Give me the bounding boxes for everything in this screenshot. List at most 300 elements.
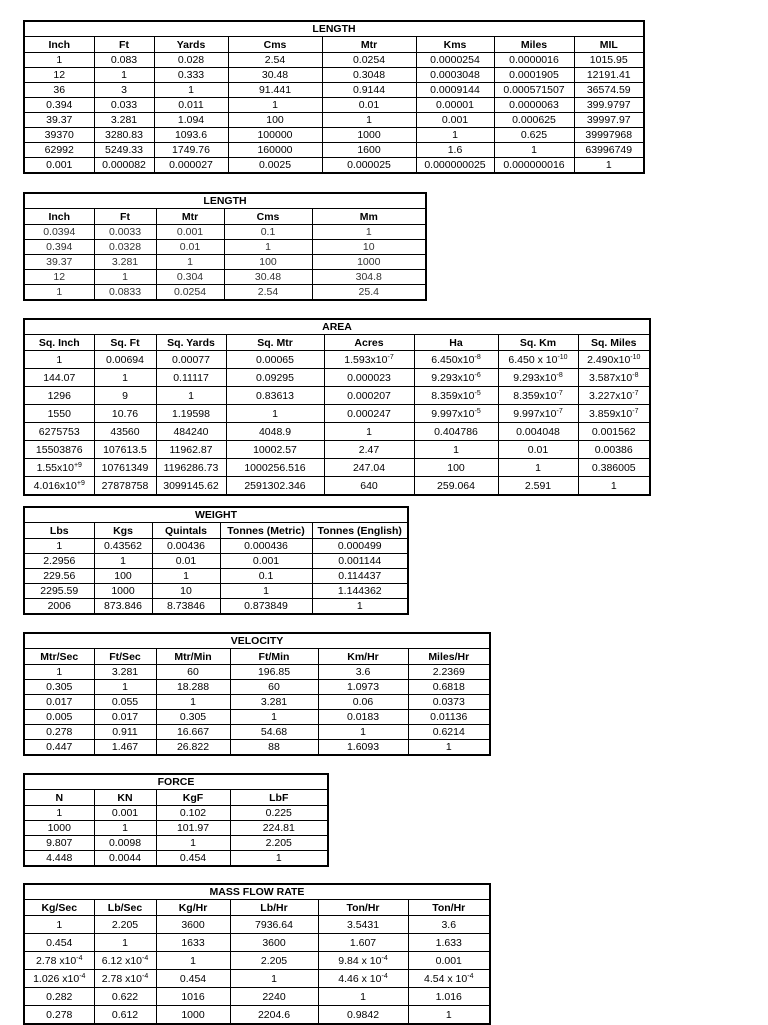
table-row xyxy=(24,68,644,83)
table-cell: 0.305 xyxy=(156,710,230,725)
table-cell: 60 xyxy=(156,665,230,680)
cell-value: 0.000207 xyxy=(347,389,391,402)
table-cell xyxy=(230,1006,318,1025)
table-cell xyxy=(324,477,414,496)
cell-value: 1 xyxy=(610,479,617,492)
table-row xyxy=(24,477,650,496)
table-cell: 0.394 xyxy=(24,98,94,113)
column-header-cms: Cms xyxy=(228,37,322,53)
cell-value: 1016 xyxy=(181,990,205,1003)
table-cell xyxy=(230,970,318,988)
table-cell xyxy=(578,405,650,423)
table-cell: 1 xyxy=(408,740,490,756)
table-cell: 0.0009144 xyxy=(416,83,494,98)
table-cell xyxy=(408,952,490,970)
table-row xyxy=(24,554,408,569)
cell-exponent: -10 xyxy=(557,353,568,361)
table-row xyxy=(24,710,490,725)
table-title: AREA xyxy=(24,319,650,335)
table-cell xyxy=(94,477,156,496)
cell-value: 1.633 xyxy=(435,936,462,949)
table-cell: 30.48 xyxy=(224,270,312,285)
cell-value: 9.293x10 xyxy=(431,371,475,384)
table-row xyxy=(24,569,408,584)
cell-value: 0.000023 xyxy=(347,371,391,384)
table-cell xyxy=(408,934,490,952)
table-cell xyxy=(226,387,324,405)
table-row xyxy=(24,725,490,740)
table-cell: 0.000625 xyxy=(494,113,574,128)
cell-value: 259.064 xyxy=(437,479,475,492)
cell-value: 1.016 xyxy=(435,990,462,1003)
table-cell: 2.2369 xyxy=(408,665,490,680)
cell-value: 3099145.62 xyxy=(163,479,219,492)
table-row xyxy=(24,584,408,599)
column-header-mtr-min: Mtr/Min xyxy=(156,649,230,665)
table-cell: 1.6 xyxy=(416,143,494,158)
table-cell: 3.281 xyxy=(94,255,156,270)
table-cell: 1 xyxy=(318,725,408,740)
table-cell xyxy=(156,351,226,369)
column-header-km-hr: Km/Hr xyxy=(318,649,408,665)
cell-value: 1.55x10 xyxy=(36,461,74,474)
cell-value: 10.76 xyxy=(111,407,139,420)
table-cell: 0.0044 xyxy=(94,851,156,867)
cell-value: 6.450 x 10 xyxy=(508,353,558,366)
table-cell: 1015.95 xyxy=(574,53,644,68)
cell-value: 0.01 xyxy=(527,443,549,456)
cell-value: 9.293x10 xyxy=(513,371,557,384)
table-cell xyxy=(414,405,498,423)
column-header-kn: KN xyxy=(94,790,156,806)
table-cell xyxy=(414,423,498,441)
table-cell xyxy=(498,441,578,459)
cell-value: 1 xyxy=(56,918,63,931)
cell-value: 0.454 xyxy=(46,936,73,949)
table-cell: 1749.76 xyxy=(154,143,228,158)
table-title: WEIGHT xyxy=(24,507,408,523)
cell-value: 0.09295 xyxy=(256,371,294,384)
table-cell: 0.028 xyxy=(154,53,228,68)
table-cell: 39.37 xyxy=(24,113,94,128)
cell-exponent: -4 xyxy=(467,972,474,980)
table-row xyxy=(24,53,644,68)
cell-value: 0.404786 xyxy=(434,425,478,438)
table-cell xyxy=(24,1006,94,1025)
table-cell: 0.000082 xyxy=(94,158,154,174)
table-cell: 0.0000063 xyxy=(494,98,574,113)
cell-value: 1000256.516 xyxy=(244,461,306,474)
cell-value: 11962.87 xyxy=(169,443,213,456)
table-row xyxy=(24,916,490,934)
table-cell: 39.37 xyxy=(24,255,94,270)
table-cell xyxy=(94,423,156,441)
cell-value: 1.026 x10 xyxy=(33,972,80,985)
table-cell: 1 xyxy=(94,68,154,83)
cell-value: 2.205 xyxy=(111,918,139,931)
cell-value: 0.004048 xyxy=(516,425,560,438)
column-header-lbs: Lbs xyxy=(24,523,94,539)
table-cell: 0.0003048 xyxy=(416,68,494,83)
table-cell: 1 xyxy=(230,710,318,725)
table-cell: 10 xyxy=(152,584,220,599)
table-cell: 1 xyxy=(24,665,94,680)
table-cell: 0.017 xyxy=(94,710,156,725)
table-cell: 0.0001905 xyxy=(494,68,574,83)
table-cell: 3 xyxy=(94,83,154,98)
cell-exponent: -5 xyxy=(474,389,481,397)
table-cell xyxy=(498,477,578,496)
column-header-kg-hr: Kg/Hr xyxy=(156,900,230,916)
column-header-mtr: Mtr xyxy=(156,209,224,225)
table-cell xyxy=(156,369,226,387)
table-cell xyxy=(226,423,324,441)
cell-value: 10761349 xyxy=(101,461,149,474)
cell-value: 3.859x10 xyxy=(589,407,633,420)
column-header-n: N xyxy=(24,790,94,806)
table-cell xyxy=(578,369,650,387)
table-row xyxy=(24,158,644,174)
cell-value: 2.490x10 xyxy=(587,353,631,366)
cell-value: 1 xyxy=(272,407,278,420)
table-row xyxy=(24,128,644,143)
table-cell: 0.911 xyxy=(94,725,156,740)
table-cell: 1600 xyxy=(322,143,416,158)
table-row xyxy=(24,1006,490,1025)
table-cell xyxy=(498,369,578,387)
column-header-cms: Cms xyxy=(224,209,312,225)
table-cell: 0.0833 xyxy=(94,285,156,301)
table-cell xyxy=(94,441,156,459)
table-cell xyxy=(24,387,94,405)
mass-flow-table xyxy=(23,883,491,1025)
table-cell: 0.01136 xyxy=(408,710,490,725)
table-cell: 0.033 xyxy=(94,98,154,113)
table-cell: 0.000571507 xyxy=(494,83,574,98)
cell-value: 0.9842 xyxy=(346,1008,380,1021)
table-row xyxy=(24,270,426,285)
table-cell: 36 xyxy=(24,83,94,98)
cell-value: 1296 xyxy=(47,389,71,402)
cell-value: 1 xyxy=(188,389,194,402)
table-cell xyxy=(94,988,156,1006)
table-row xyxy=(24,423,650,441)
velocity-table xyxy=(23,632,491,756)
table-cell xyxy=(226,459,324,477)
table-cell xyxy=(498,351,578,369)
column-header-kgf: KgF xyxy=(156,790,230,806)
table-cell: 0.43562 xyxy=(94,539,152,554)
area-table xyxy=(23,318,651,496)
table-cell: 0.00001 xyxy=(416,98,494,113)
column-header-mtr-sec: Mtr/Sec xyxy=(24,649,94,665)
table-row xyxy=(24,387,650,405)
table-cell xyxy=(230,952,318,970)
column-header-ft: Ft xyxy=(94,209,156,225)
cell-exponent: -7 xyxy=(632,407,639,415)
table-cell: 18.288 xyxy=(156,680,230,695)
cell-exponent: -10 xyxy=(630,353,641,361)
column-header-sq-ft: Sq. Ft xyxy=(94,335,156,351)
table-cell xyxy=(324,459,414,477)
table-cell: 1 xyxy=(312,599,408,615)
table-cell: 100 xyxy=(228,113,322,128)
column-header-inch: Inch xyxy=(24,37,94,53)
table-row xyxy=(24,952,490,970)
cell-value: 247.04 xyxy=(352,461,386,474)
column-header-acres: Acres xyxy=(324,335,414,351)
cell-value: 6.12 x10 xyxy=(101,954,143,967)
cell-value: 4.54 x 10 xyxy=(424,972,468,985)
cell-value: 15503876 xyxy=(35,443,83,456)
table-cell xyxy=(24,970,94,988)
table-row xyxy=(24,851,328,867)
table-row xyxy=(24,240,426,255)
table-cell xyxy=(324,351,414,369)
table-cell xyxy=(226,441,324,459)
table-cell: 16.667 xyxy=(156,725,230,740)
table-cell: 0.00436 xyxy=(152,539,220,554)
cell-value: 0.83613 xyxy=(256,389,294,402)
column-header-ft-sec: Ft/Sec xyxy=(94,649,156,665)
cell-value: 7936.64 xyxy=(255,918,293,931)
table-title: MASS FLOW RATE xyxy=(24,884,490,900)
cell-value: 0.00694 xyxy=(106,353,144,366)
table-cell: 0.001 xyxy=(24,158,94,174)
table-cell: 36574.59 xyxy=(574,83,644,98)
cell-value: 1 xyxy=(122,936,128,949)
table-cell: 2.54 xyxy=(224,285,312,301)
table-cell: 2006 xyxy=(24,599,94,615)
table-cell: 1 xyxy=(156,695,230,710)
table-title: LENGTH xyxy=(24,21,644,37)
table-row xyxy=(24,459,650,477)
table-cell: 0.001 xyxy=(94,806,156,821)
table-cell: 229.56 xyxy=(24,569,94,584)
table-cell: 91.441 xyxy=(228,83,322,98)
table-cell: 0.000000016 xyxy=(494,158,574,174)
table-cell xyxy=(94,351,156,369)
table-cell: 0.447 xyxy=(24,740,94,756)
table-cell: 0.454 xyxy=(156,851,230,867)
table-cell: 12 xyxy=(24,68,94,83)
column-header-ton-hr: Ton/Hr xyxy=(408,900,490,916)
table-cell: 0.01 xyxy=(152,554,220,569)
table-cell xyxy=(156,441,226,459)
column-header-lb-hr: Lb/Hr xyxy=(230,900,318,916)
table-cell: 0.000000025 xyxy=(416,158,494,174)
table-cell xyxy=(24,459,94,477)
table-cell: 0.005 xyxy=(24,710,94,725)
table-cell: 0.1 xyxy=(224,225,312,240)
cell-exponent: -7 xyxy=(556,407,563,415)
table-cell xyxy=(226,351,324,369)
table-row xyxy=(24,836,328,851)
table-cell: 39997968 xyxy=(574,128,644,143)
cell-value: 1.19598 xyxy=(172,407,210,420)
table-cell: 1 xyxy=(152,569,220,584)
table-cell xyxy=(414,387,498,405)
table-cell: 0.225 xyxy=(230,806,328,821)
cell-value: 0.622 xyxy=(111,990,139,1003)
table-row xyxy=(24,988,490,1006)
cell-value: 4048.9 xyxy=(258,425,292,438)
cell-value: 1.593x10 xyxy=(344,353,388,366)
cell-value: 484240 xyxy=(173,425,209,438)
table-cell xyxy=(94,934,156,952)
table-cell: 101.97 xyxy=(156,821,230,836)
cell-value: 0.282 xyxy=(46,990,73,1003)
table-cell xyxy=(414,441,498,459)
table-cell: 0.6818 xyxy=(408,680,490,695)
cell-value: 1 xyxy=(535,461,541,474)
column-header-inch: Inch xyxy=(24,209,94,225)
cell-exponent: -7 xyxy=(632,389,639,397)
column-header-ha: Ha xyxy=(414,335,498,351)
table-cell xyxy=(498,387,578,405)
table-cell xyxy=(156,387,226,405)
table-cell xyxy=(94,405,156,423)
table-cell xyxy=(578,441,650,459)
cell-exponent: -8 xyxy=(632,371,639,379)
cell-value: 4.016x10 xyxy=(33,479,77,492)
cell-value: 1633 xyxy=(181,936,205,949)
table-cell xyxy=(24,988,94,1006)
table-cell: 1093.6 xyxy=(154,128,228,143)
table-cell xyxy=(226,369,324,387)
table-cell: 3280.83 xyxy=(94,128,154,143)
table-cell xyxy=(226,405,324,423)
column-header-tonnes-metric: Tonnes (Metric) xyxy=(220,523,312,539)
table-cell xyxy=(414,369,498,387)
table-row xyxy=(24,369,650,387)
table-cell xyxy=(24,405,94,423)
table-cell: 0.3048 xyxy=(322,68,416,83)
table-cell: 0.102 xyxy=(156,806,230,821)
table-title: FORCE xyxy=(24,774,328,790)
cell-value: 1196286.73 xyxy=(163,461,219,474)
table-cell xyxy=(94,1006,156,1025)
table-row xyxy=(24,599,408,615)
table-cell xyxy=(408,916,490,934)
table-cell: 1.6093 xyxy=(318,740,408,756)
table-cell: 0.000025 xyxy=(322,158,416,174)
table-cell xyxy=(24,934,94,952)
table-cell: 0.625 xyxy=(494,128,574,143)
cell-value: 4.46 x 10 xyxy=(338,972,382,985)
cell-value: 9.997x10 xyxy=(513,407,557,420)
cell-value: 0.00065 xyxy=(256,353,294,366)
column-header-quintals: Quintals xyxy=(152,523,220,539)
table-cell: 0.6214 xyxy=(408,725,490,740)
table-cell: 1 xyxy=(24,806,94,821)
table-cell: 2295.59 xyxy=(24,584,94,599)
cell-value: 2240 xyxy=(262,990,286,1003)
table-cell: 1 xyxy=(230,851,328,867)
table-cell: 4.448 xyxy=(24,851,94,867)
table-cell: 0.873849 xyxy=(220,599,312,615)
table-cell: 3.281 xyxy=(230,695,318,710)
cell-value: 2.78 x10 xyxy=(101,972,143,985)
cell-value: 640 xyxy=(360,479,378,492)
cell-value: 6275753 xyxy=(38,425,80,438)
table-cell xyxy=(156,988,230,1006)
table-cell: 0.01 xyxy=(322,98,416,113)
length-small-table xyxy=(23,192,427,301)
table-row xyxy=(24,98,644,113)
cell-value: 27878758 xyxy=(101,479,149,492)
table-cell xyxy=(318,952,408,970)
table-row xyxy=(24,441,650,459)
table-cell: 0.011 xyxy=(154,98,228,113)
table-cell: 0.0254 xyxy=(156,285,224,301)
table-row xyxy=(24,83,644,98)
table-row xyxy=(24,970,490,988)
table-cell xyxy=(318,988,408,1006)
table-cell xyxy=(156,934,230,952)
table-cell xyxy=(408,1006,490,1025)
cell-value: 3600 xyxy=(262,936,286,949)
table-row xyxy=(24,680,490,695)
table-cell: 30.48 xyxy=(228,68,322,83)
cell-value: 1 xyxy=(360,990,366,1003)
table-cell: 399.9797 xyxy=(574,98,644,113)
cell-exponent: -4 xyxy=(76,954,83,962)
column-header-miles: Miles xyxy=(494,37,574,53)
table-cell: 1 xyxy=(24,53,94,68)
cell-value: 0.000247 xyxy=(347,407,391,420)
table-cell: 0.0254 xyxy=(322,53,416,68)
cell-value: 9.84 x 10 xyxy=(338,954,382,967)
cell-value: 0.278 xyxy=(46,1008,73,1021)
table-cell: 3.6 xyxy=(318,665,408,680)
table-cell xyxy=(324,405,414,423)
table-cell xyxy=(578,423,650,441)
cell-value: 3600 xyxy=(181,918,205,931)
cell-exponent: -8 xyxy=(474,353,481,361)
table-cell: 1 xyxy=(156,255,224,270)
table-cell: 1000 xyxy=(322,128,416,143)
table-cell: 160000 xyxy=(228,143,322,158)
table-cell: 2.2956 xyxy=(24,554,94,569)
cell-value: 144.07 xyxy=(43,371,76,384)
table-cell: 12191.41 xyxy=(574,68,644,83)
table-cell: 304.8 xyxy=(312,270,426,285)
table-cell xyxy=(414,477,498,496)
cell-value: 6.450x10 xyxy=(431,353,475,366)
table-cell: 1000 xyxy=(94,584,152,599)
table-row xyxy=(24,806,328,821)
cell-value: 1 xyxy=(122,371,128,384)
table-cell: 39370 xyxy=(24,128,94,143)
table-cell: 3.281 xyxy=(94,665,156,680)
table-row xyxy=(24,539,408,554)
table-cell xyxy=(24,423,94,441)
table-cell xyxy=(408,988,490,1006)
table-cell: 0.001 xyxy=(220,554,312,569)
table-row xyxy=(24,934,490,952)
table-cell: 0.001144 xyxy=(312,554,408,569)
table-cell: 0.0000016 xyxy=(494,53,574,68)
table-cell: 1.094 xyxy=(154,113,228,128)
table-cell xyxy=(156,405,226,423)
table-cell xyxy=(324,387,414,405)
table-title: LENGTH xyxy=(24,193,426,209)
table-cell: 1000 xyxy=(312,255,426,270)
table-cell xyxy=(94,459,156,477)
cell-value: 0.454 xyxy=(179,972,207,985)
table-cell xyxy=(24,351,94,369)
